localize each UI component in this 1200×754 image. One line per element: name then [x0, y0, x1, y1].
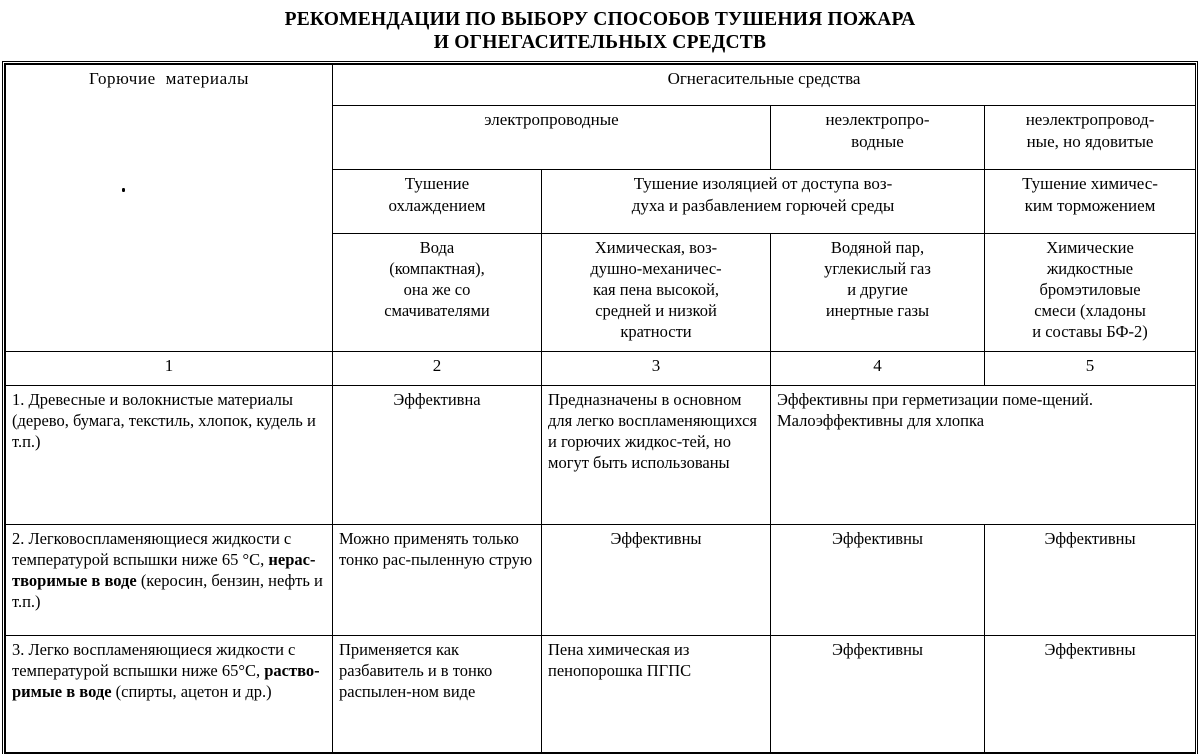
row2-material-part1: 2. Легковоспламеняющиеся жидкости с температурой вспышки ниже 65 °C, — [12, 529, 292, 570]
column-number-2: 2 — [333, 352, 542, 386]
row1-material: 1. Древесные и волокнистые материалы (дерево, бумага, текстиль, хлопок, кудель и т.п.) — [6, 386, 333, 525]
row3-material-part2: (спирты, ацетон и др.) — [111, 682, 272, 702]
table-row — [6, 636, 1196, 753]
page-title — [0, 0, 1200, 54]
header-row-group — [6, 65, 1196, 106]
row1-col2: Эффективна — [333, 386, 542, 525]
header-cell-agent-gases: Водяной пар, углекислый газ и другие инертные газы — [771, 234, 985, 352]
table-row — [6, 525, 1196, 636]
row3-material — [6, 636, 333, 753]
page-title-line-2: И ОГНЕГАСИТЕЛЬНЫХ СРЕДСТВ — [433, 32, 767, 53]
header-cell-method-chemical-inhibition: Тушение химичес- ким торможением — [985, 170, 1196, 234]
fire-extinguishing-recommendations-table — [5, 64, 1196, 753]
row2-col3: Эффективны — [542, 525, 771, 636]
header-cell-agent-foam: Химическая, воз- душно-механичес- кая пена высокой, средней и низкой кратности — [542, 234, 771, 352]
column-number-1: 1 — [6, 352, 333, 386]
row2-material-emphasis: нерас-творимые в воде — [12, 550, 316, 591]
row2-material — [6, 525, 333, 636]
header-cell-extinguishing-agents: Огнегасительные средства — [333, 65, 1196, 106]
row3-col2: Применяется как разбавитель и в тонко распылен-ном виде — [333, 636, 542, 753]
header-cell-nonconductive-toxic: неэлектропровод- ные, но ядовитые — [985, 106, 1196, 170]
header-cell-nonconductive: неэлектропро- водные — [771, 106, 985, 170]
row3-col5: Эффективны — [985, 636, 1196, 753]
row3-col3: Пена химическая из пенопорошка ПГПС — [542, 636, 771, 753]
column-number-3: 3 — [542, 352, 771, 386]
header-cell-conductive: электропроводные — [333, 106, 771, 170]
row2-col2: Можно применять только тонко рас-пыленную струю — [333, 525, 542, 636]
column-number-4: 4 — [771, 352, 985, 386]
row2-col4: Эффективны — [771, 525, 985, 636]
row3-material-emphasis: раство-римые в воде — [12, 661, 320, 702]
row2-col5: Эффективны — [985, 525, 1196, 636]
row3-material-part1: 3. Легко воспламеняющиеся жидкости с температурой вспышки ниже 65°C, — [12, 640, 296, 681]
page-title-line-1: РЕКОМЕНДАЦИИ ПО ВЫБОРУ СПОСОБОВ ТУШЕНИЯ ПОЖАРА — [284, 9, 916, 30]
column-number-row — [6, 352, 1196, 386]
row2-material-part2: (керосин, бензин, нефть и т.п.) — [12, 571, 323, 612]
table-row — [6, 386, 1196, 525]
row3-col4: Эффективны — [771, 636, 985, 753]
header-materials-label: Горючие материалы — [89, 69, 249, 88]
column-number-5: 5 — [985, 352, 1196, 386]
header-cell-materials — [6, 65, 333, 352]
header-cell-method-cooling: Тушение охлаждением — [333, 170, 542, 234]
print-speck-artifact — [122, 188, 125, 192]
header-cell-method-isolation: Тушение изоляцией от доступа воз- духа и разбавлением горючей среды — [542, 170, 985, 234]
row1-col45-merged: Эффективны при герметизации поме-щений. Малоэффективны для хлопка — [771, 386, 1196, 525]
row1-col3: Предназначены в основном для легко воспламеняющихся и горючих жидкос-тей, но могут быть использованы — [542, 386, 771, 525]
header-cell-agent-water: Вода (компактная), она же со смачивателями — [333, 234, 542, 352]
table-frame — [4, 63, 1196, 754]
header-cell-agent-halons: Химические жидкостные бромэтиловые смеси (хладоны и составы БФ-2) — [985, 234, 1196, 352]
